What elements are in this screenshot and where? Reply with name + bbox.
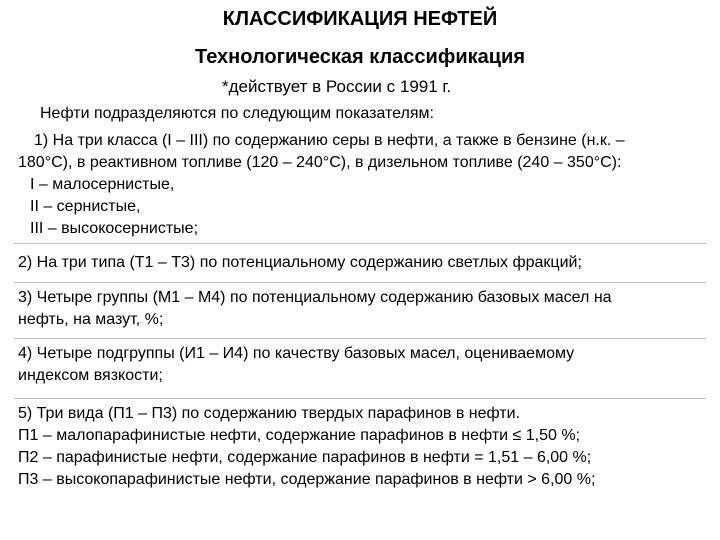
separator <box>14 282 706 283</box>
note: *действует в России с 1991 г. <box>222 77 452 96</box>
section-2-line-1: 2) На три типа (Т1 – Т3) по потенциальному содержанию светлых фракций; <box>18 254 582 271</box>
section-5 <box>18 403 708 491</box>
section-3 <box>18 287 708 331</box>
separator <box>14 338 706 339</box>
section-5-line-1: 5) Три вида (П1 – П3) по содержанию твердых парафинов в нефти. <box>18 405 521 422</box>
section-1-line-1: 1) На три класса (I – III) по содержанию серы в нефти, а также в бензине (н.к. – <box>34 132 625 149</box>
paraffin-item-3: П3 – высокопарафинистые нефти, содержание парафинов в нефти > 6,00 %; <box>18 471 596 488</box>
section-4-line-2: индексом вязкости; <box>18 367 163 384</box>
separator <box>14 243 706 244</box>
section-4-line-1: 4) Четыре подгруппы (И1 – И4) по качеству базовых масел, оцениваемому <box>18 345 575 362</box>
section-4 <box>18 343 708 387</box>
class-item-1: I – малосернистые, <box>30 176 175 193</box>
page-title: КЛАССИФИКАЦИЯ НЕФТЕЙ <box>222 8 498 30</box>
class-item-2: II – сернистые, <box>30 198 141 215</box>
section-3-line-1: 3) Четыре группы (М1 – М4) по потенциальному содержанию базовых масел на <box>18 289 612 306</box>
section-1-line-2: 180°С), в реактивном топливе (120 – 240°С), в дизельном топливе (240 – 350°С): <box>18 154 622 171</box>
section-1 <box>18 130 708 240</box>
paraffin-item-2: П2 – парафинистые нефти, содержание парафинов в нефти = 1,51 – 6,00 %; <box>18 449 592 466</box>
intro-text: Нефти подразделяются по следующим показателям: <box>40 105 434 122</box>
page-subtitle: Технологическая классификация <box>194 46 526 68</box>
paraffin-item-1: П1 – малопарафинистые нефти, содержание парафинов в нефти ≤ 1,50 %; <box>18 427 581 444</box>
class-item-3: III – высокосернистые; <box>30 220 199 237</box>
section-2 <box>18 252 708 274</box>
separator <box>14 398 706 399</box>
section-3-line-2: нефть, на мазут, %; <box>18 311 164 328</box>
